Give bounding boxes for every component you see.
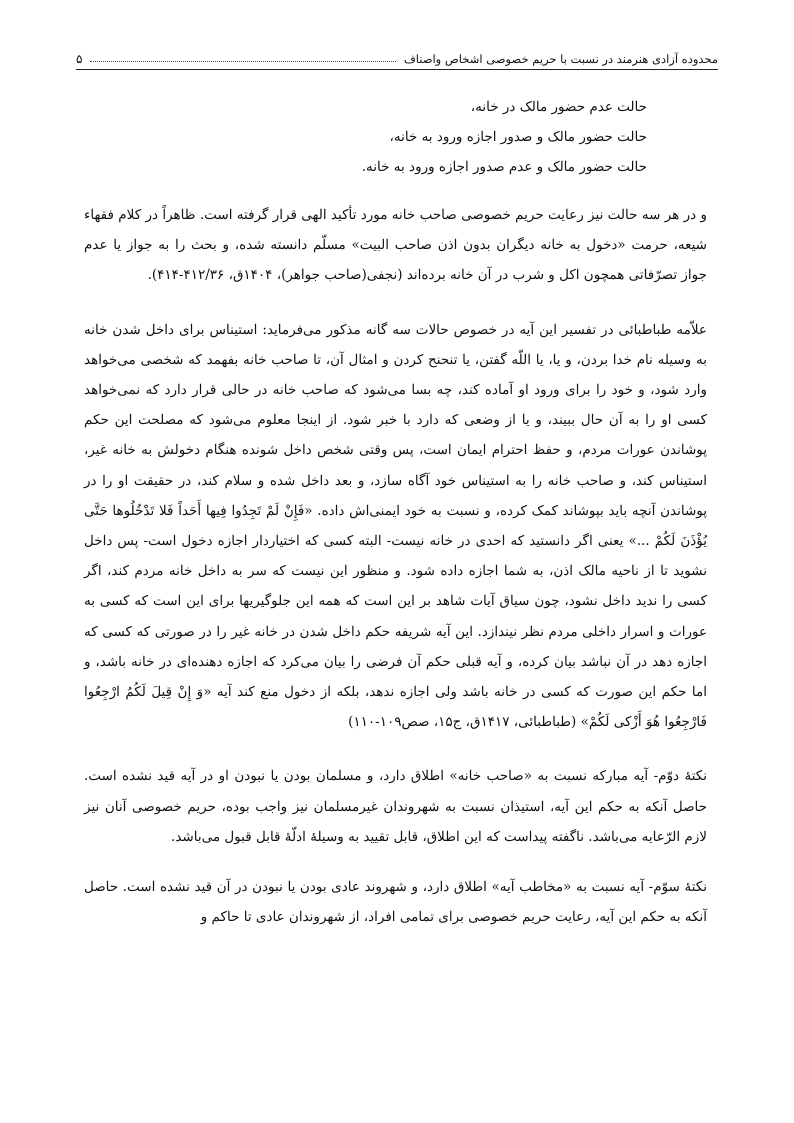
state-item: حالت حضور مالک و عدم صدور اجازه ورود به خانه. <box>361 159 647 175</box>
paragraph: و در هر سه حالت نیز رعایت حریم خصوصی صاحب خانه مورد تأکید الهی قرار گرفته است. ظاهراً در کلام فقهاء شیعه، حرمت «دخول به خانه دیگران بدون اذن صاحب البیت» مسلّم دانسته شده، و بحث را به جواز یا عدم جواز تصرّفاتی همچون اکل و شرب در آن خانه برده‌اند (نجفی(صاحب جواهر)، ۱۴۰۴ق، ۴۱۲/۳۶-۴۱۴). <box>84 207 707 284</box>
dotted-leader <box>90 60 395 62</box>
header-rule <box>76 69 718 70</box>
state-item: حالت حضور مالک و صدور اجازه ورود به خانه، <box>389 129 647 145</box>
running-title: محدوده آزادی هنرمند در نسبت با حریم خصوصی اشخاص واصناف <box>403 52 718 66</box>
running-header <box>76 46 718 66</box>
paragraph: نکتۀ سوّم- آیه نسبت به «مخاطب آیه» اطلاق دارد، و شهروند عادی بودن یا نبودن در آن قید نشده است. حاصل آنکه به حکم این آیه، رعایت حریم خصوصی برای تمامی افراد، از شهروندان عادی تا حاکم و <box>84 879 707 926</box>
state-item: حالت عدم حضور مالک در خانه، <box>470 99 647 115</box>
body-text <box>84 92 707 952</box>
paragraph: علاّمه طباطبائی در تفسیر این آیه در خصوص حالات سه گانه مذکور می‌فرماید: استیناس برای داخل شدن خانه به وسیله نام خدا بردن، و یا، یا اللّه گفتن، یا تنحنح کردن و امثال آن، تا صاحب خانه بفهمد که شخصی می‌خواهد وارد شود، و خود را برای ورود او آماده کند، چه بسا می‌شود که صاحب خانه در حالی قرار دارد که نمی‌خواهد کسی او را به آن حال ببیند، و یا از وضعی که دارد با خبر شود. از اینجا معلوم می‌شود که مصلحت این حکم پوشاندن عورات مردم، و حفظ احترام ایمان است، پس وقتی شخص داخل شونده هنگام دخولش به خانه غیر، استیناس کند، و صاحب خانه را به استیناس خود آگاه سازد، و بعد داخل شده و سلام کند، در حقیقت او را در پوشاندن آنچه باید بپوشاند کمک کرده، و نسبت به خود ایمنی‌اش داده. «فَإِنْ لَمْ تَجِدُوا فِیها أَحَداً فَلا تَدْخُلُوها حَتَّى یُؤْذَنَ لَكُمْ ...» یعنی اگر دانستید که احدی در خانه نیست- البته کسی که اختیاردار اجازه دخول است- پس داخل نشوید تا از ناحیه مالک اذن، به شما اجازه داده شود. و منظور این نیست که سر به داخل خانه مردم کند، اگر کسی را ندید داخل نشود، چون سیاق آیات شاهد بر این است که همه این جلوگیریها برای این است که کسی به عورات و اسرار داخلی مردم نظر نیندازد. این آیه شریفه حکم داخل شدن در خانه غیر را در صورتی که کسی که اجازه دهد در آن نباشد بیان کرده، و آیه قبلی حکم آن فرضی را بیان می‌کرد که اجازه دهنده‌ای در خانه باشد، و اما حکم این صورت که کسی در خانه باشد ولی اجازه ندهد، بلکه از دخول منع کند آیه «وَ إِنْ قِیلَ لَكُمُ ارْجِعُوا فَارْجِعُوا هُوَ أَزْكى لَكُمْ» (طباطبائی، ۱۴۱۷ق، ج۱۵، صص۱۰۹-۱۱۰) <box>84 321 707 731</box>
paragraph: نکتۀ دوّم- آیه مبارکه نسبت به «صاحب خانه» اطلاق دارد، و مسلمان بودن یا نبودن او در آیه قید نشده است. حاصل آنکه به حکم این آیه، استیذان نسبت به شهروندان غیرمسلمان نیز واجب بوده، حریم خصوصی آنان نیز لازم الرّعایه می‌باشد. ناگفته پیداست که این اطلاق، قابل تقیید به وسیلۀ ادلّۀ قابل قبول می‌باشد. <box>84 768 707 845</box>
states-list <box>84 92 707 182</box>
page-number: ۵ <box>76 52 83 66</box>
